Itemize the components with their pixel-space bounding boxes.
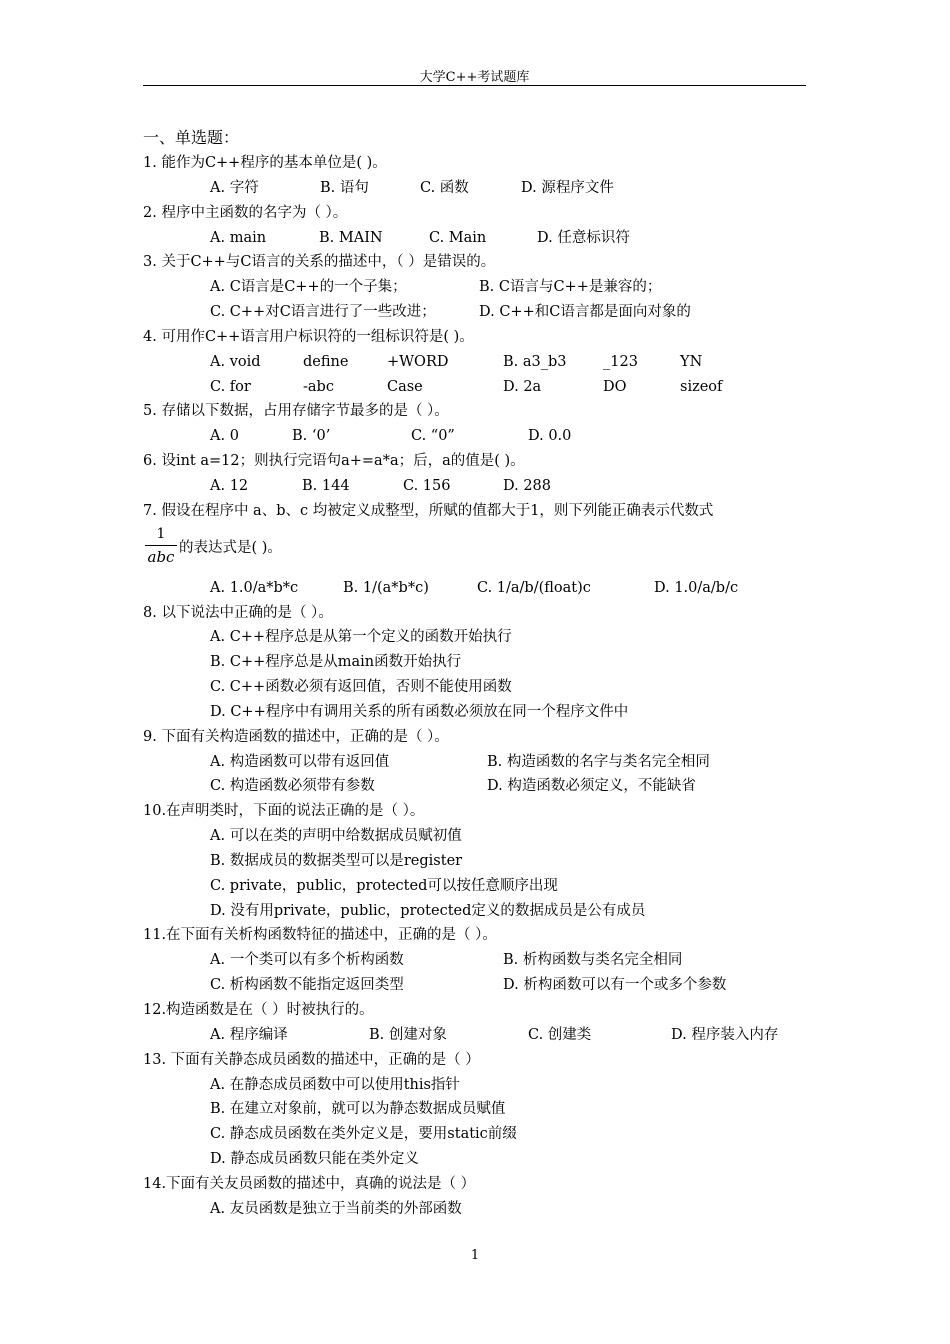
answer-option: A. 0 xyxy=(210,428,239,445)
question-7 xyxy=(143,499,823,601)
question-stem: 12.构造函数是在（ ）时被执行的。 xyxy=(143,1002,374,1018)
option-row xyxy=(143,625,823,650)
answer-option: C. “0” xyxy=(411,428,455,445)
answer-option: D. 任意标识符 xyxy=(537,229,630,246)
question-stem: 4. 可用作C++语言用户标识符的一组标识符是( )。 xyxy=(143,328,474,345)
option-row xyxy=(143,899,823,924)
question-14 xyxy=(143,1172,823,1222)
answer-option: B. 144 xyxy=(302,477,350,494)
question-13 xyxy=(143,1048,823,1172)
answer-option: B. 创建对象 xyxy=(369,1026,447,1043)
question-12 xyxy=(143,998,823,1048)
answer-option: A. 构造函数可以带有返回值 xyxy=(210,753,390,770)
answer-option: A. C++程序总是从第一个定义的函数开始执行 xyxy=(210,629,512,646)
option-row xyxy=(143,750,823,775)
answer-option: B. 析构函数与类名完全相同 xyxy=(503,952,683,969)
answer-option: B. 1/(a*b*c) xyxy=(343,579,429,596)
answer-option: B. 语句 xyxy=(320,179,369,196)
option-row xyxy=(143,948,823,973)
fraction-denominator: abc xyxy=(147,547,175,566)
answer-option: +WORD xyxy=(387,353,449,370)
answer-option: C. C++函数必须有返回值，否则不能使用函数 xyxy=(210,679,512,696)
option-row xyxy=(143,849,823,874)
answer-option: D. C++和C语言都是面向对象的 xyxy=(479,304,691,321)
question-9 xyxy=(143,725,823,800)
fraction-bar xyxy=(145,545,177,546)
question-stem: 3. 关于C++与C语言的关系的描述中，（ ）是错误的。 xyxy=(143,254,496,271)
answer-option: A. void xyxy=(210,353,261,370)
page-number: 1 xyxy=(470,1248,480,1263)
question-stem: 6. 设int a=12；则执行完语句a+=a*a；后，a的值是( )。 xyxy=(143,453,525,470)
answer-option: DO xyxy=(603,378,627,395)
answer-option: C. 1/a/b/(float)c xyxy=(477,579,591,596)
question-stem: 13. 下面有关静态成员函数的描述中，正确的是（ ） xyxy=(143,1051,480,1068)
section-title: 一、单选题： xyxy=(143,128,240,147)
answer-option: C. private，public，protected可以按任意顺序出现 xyxy=(210,877,558,894)
answer-option: C. C++对C语言进行了一些改进； xyxy=(210,304,436,321)
question-8 xyxy=(143,601,823,725)
question-stem: 10.在声明类时，下面的说法正确的是（ ）。 xyxy=(143,803,425,820)
answer-option: D. C++程序中有调用关系的所有函数必须放在同一个程序文件中 xyxy=(210,703,629,720)
question-stem: 1. 能作为C++程序的基本单位是( )。 xyxy=(143,155,387,171)
answer-option: B. 构造函数的名字与类名完全相同 xyxy=(487,753,710,770)
answer-option: sizeof xyxy=(680,378,723,395)
option-row xyxy=(143,176,823,201)
answer-option: A. C语言是C++的一个子集； xyxy=(210,279,407,296)
answer-option: C. 静态成员函数在类外定义是，要用static前缀 xyxy=(210,1126,517,1143)
question-stem: 14.下面有关友员函数的描述中，真确的说法是（ ） xyxy=(143,1175,476,1192)
option-row xyxy=(143,1097,823,1122)
answer-option: B. a3_b3 xyxy=(503,353,567,370)
answer-option: B. C++程序总是从main函数开始执行 xyxy=(210,654,462,671)
answer-option: Case xyxy=(387,378,423,395)
answer-option: C. for xyxy=(210,378,251,395)
answer-option: YN xyxy=(680,353,703,370)
question-1 xyxy=(143,151,823,201)
option-row xyxy=(143,1122,823,1147)
answer-option: D. 析构函数可以有一个或多个参数 xyxy=(503,977,727,994)
answer-option: C. 构造函数必须带有参数 xyxy=(210,778,375,795)
question-10 xyxy=(143,799,823,923)
answer-option: A. 友员函数是独立于当前类的外部函数 xyxy=(210,1200,462,1217)
option-row xyxy=(143,824,823,849)
answer-option: A. main xyxy=(210,229,267,246)
answer-option: define xyxy=(303,353,349,370)
option-row xyxy=(143,1023,823,1048)
question-stem: 7. 假设在程序中 a、b、c 均被定义成整型，所赋的值都大于1，则下列能正确表示代数式 xyxy=(143,502,714,519)
option-row xyxy=(143,650,823,675)
option-row xyxy=(143,424,823,449)
answer-option: B. 在建立对象前，就可以为静态数据成员赋值 xyxy=(210,1101,506,1118)
answer-option: D. 程序装入内存 xyxy=(671,1026,779,1043)
answer-option: A. 12 xyxy=(210,477,249,494)
question-11 xyxy=(143,923,823,998)
option-row xyxy=(143,874,823,899)
answer-option: B. 数据成员的数据类型可以是register xyxy=(210,852,463,869)
answer-option: A. 程序编译 xyxy=(210,1026,288,1043)
option-row xyxy=(143,576,823,601)
answer-option: A. 字符 xyxy=(210,179,259,196)
answer-option: A. 可以在类的声明中给数据成员赋初值 xyxy=(210,828,462,845)
option-row xyxy=(143,700,823,725)
question-stem: 9. 下面有关构造函数的描述中，正确的是（ ）。 xyxy=(143,728,449,745)
option-row xyxy=(143,300,823,325)
question-stem: 2. 程序中主函数的名字为（ ）。 xyxy=(143,204,348,221)
question-6 xyxy=(143,449,823,499)
question-stem: 5. 存储以下数据，占用存储字节最多的是（ ）。 xyxy=(143,403,449,420)
option-row xyxy=(143,774,823,799)
answer-option: C. 创建类 xyxy=(528,1026,592,1043)
answer-option: D. 0.0 xyxy=(528,428,572,445)
answer-option: B. ‘0’ xyxy=(292,428,331,445)
header-rule xyxy=(143,85,806,86)
option-row xyxy=(143,675,823,700)
answer-option: A. 在静态成员函数中可以使用this指针 xyxy=(210,1076,460,1093)
answer-option: D. 2a xyxy=(503,378,542,395)
answer-option: D. 288 xyxy=(503,477,552,494)
option-row xyxy=(143,973,823,998)
option-row xyxy=(143,226,823,251)
option-row xyxy=(143,1197,823,1222)
option-row xyxy=(143,275,823,300)
answer-option: D. 静态成员函数只能在类外定义 xyxy=(210,1151,419,1168)
answer-option: C. 156 xyxy=(403,477,451,494)
question-stem: 8. 以下说法中正确的是（ ）。 xyxy=(143,604,333,621)
exam-content xyxy=(143,125,823,1222)
answer-option: _123 xyxy=(603,353,638,370)
answer-option: D. 1.0/a/b/c xyxy=(654,579,739,596)
option-row xyxy=(143,474,823,499)
answer-option: D. 构造函数必须定义，不能缺省 xyxy=(487,778,696,795)
answer-option: D. 源程序文件 xyxy=(521,179,614,196)
answer-option: B. MAIN xyxy=(319,229,383,246)
option-row xyxy=(143,1147,823,1172)
option-row xyxy=(143,375,823,400)
question-stem: 11.在下面有关析构函数特征的描述中，正确的是（ ）。 xyxy=(143,927,497,944)
question-2 xyxy=(143,201,823,251)
answer-option: A. 1.0/a*b*c xyxy=(210,579,299,596)
answer-option: C. 析构函数不能指定返回类型 xyxy=(210,977,404,994)
answer-option: C. Main xyxy=(429,229,487,246)
option-row xyxy=(143,350,823,375)
answer-option: C. 函数 xyxy=(420,179,469,196)
answer-option: -abc xyxy=(303,378,334,395)
question-5 xyxy=(143,399,823,449)
fraction-expression xyxy=(145,524,177,567)
fraction-tail-text: 的表达式是( )。 xyxy=(179,539,282,556)
answer-option: B. C语言与C++是兼容的； xyxy=(479,279,662,296)
fraction-numerator: 1 xyxy=(156,525,166,542)
answer-option: D. 没有用private，public，protected定义的数据成员是公有成员 xyxy=(210,902,646,919)
page-header: 大学C++考试题库 xyxy=(419,70,530,85)
fraction-line xyxy=(143,524,823,576)
question-3 xyxy=(143,250,823,325)
option-row xyxy=(143,1073,823,1098)
answer-option: A. 一个类可以有多个析构函数 xyxy=(210,952,404,969)
question-4 xyxy=(143,325,823,400)
